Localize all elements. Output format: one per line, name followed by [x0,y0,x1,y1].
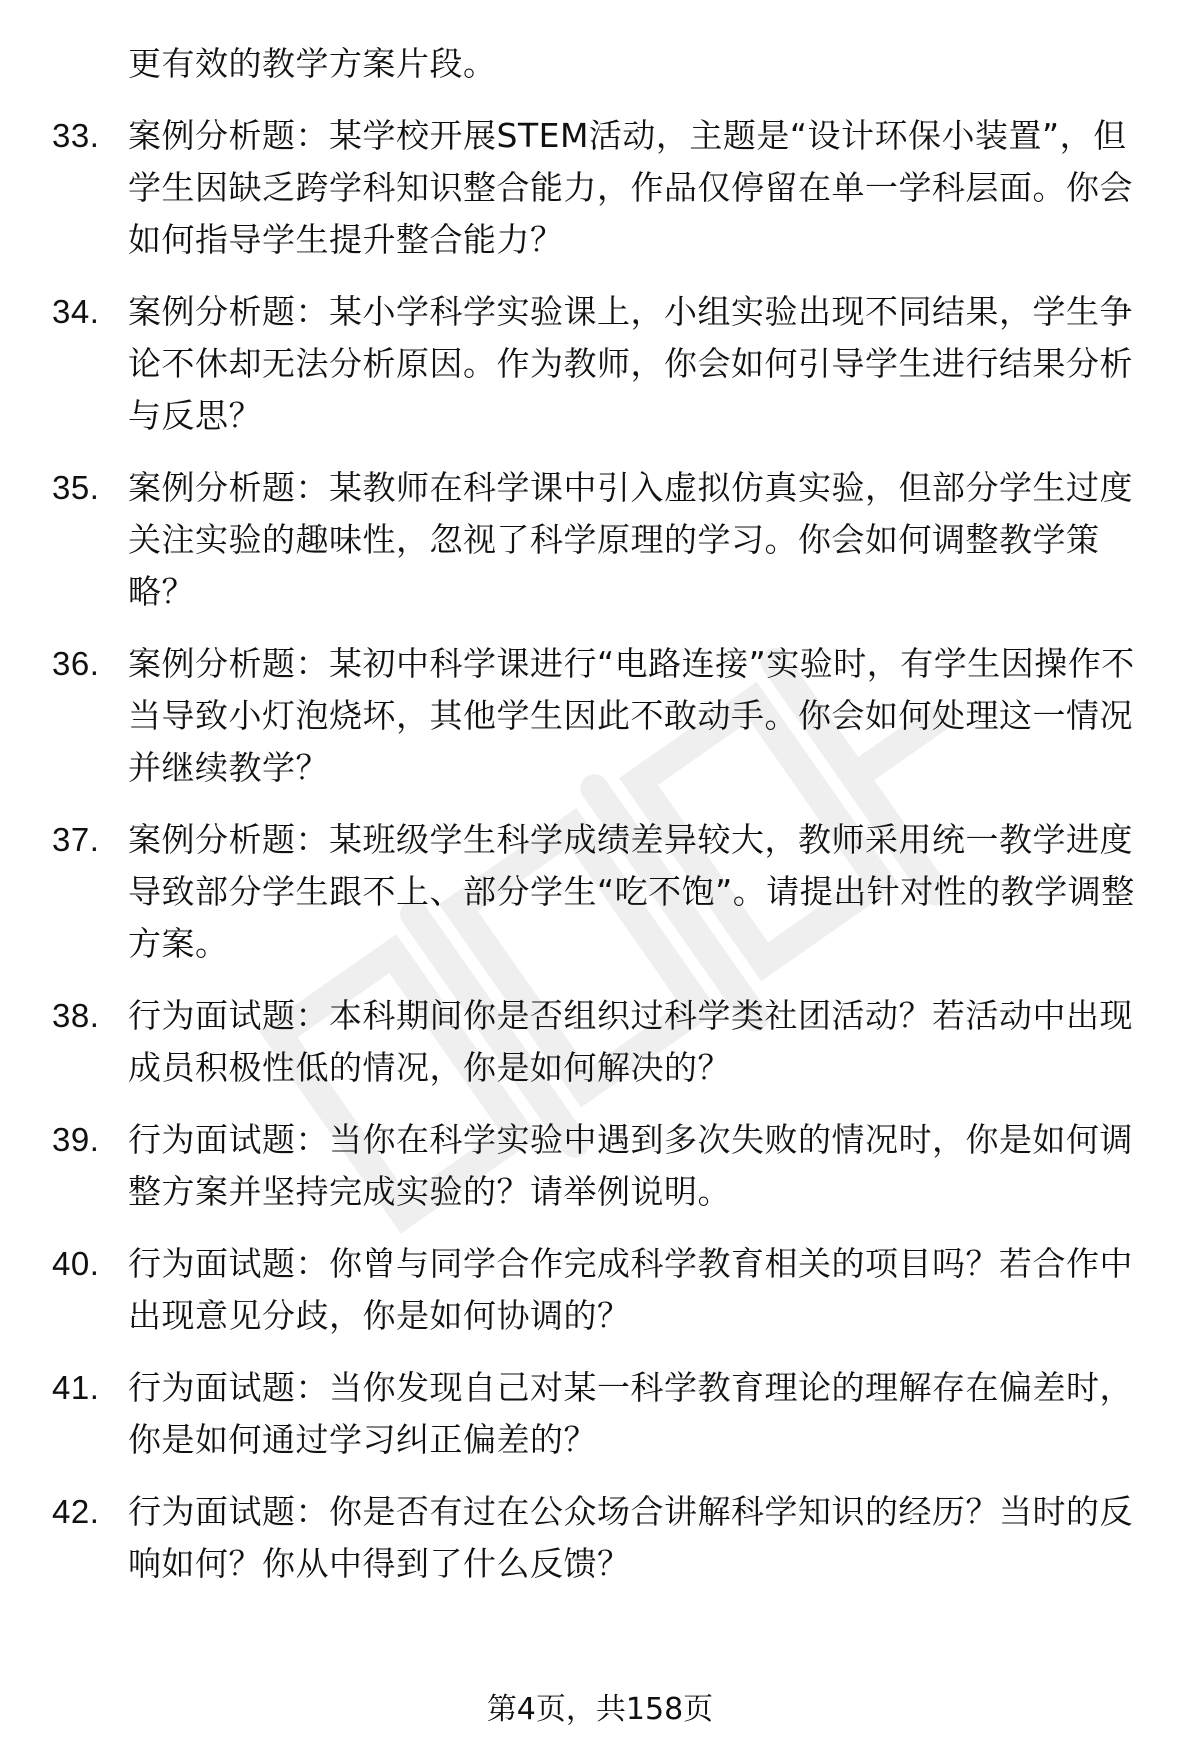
question-text: 案例分析题：某教师在科学课中引入虚拟仿真实验，但部分学生过度关注实验的趣味性，忽视了科学原理的学习。你会如何调整教学策略？ [128,468,1133,611]
question-number: 40. [52,1245,100,1282]
question-number: 38. [52,997,100,1034]
document-content [0,38,1200,1610]
question-item [52,110,1140,266]
question-item [52,638,1140,794]
question-text: 行为面试题：你曾与同学合作完成科学教育相关的项目吗？若合作中出现意见分歧，你是如何协调的？ [128,1244,1133,1335]
question-text: 行为面试题：你是否有过在公众场合讲解科学知识的经历？当时的反响如何？你从中得到了什么反馈？ [128,1492,1133,1583]
question-number: 42. [52,1493,100,1530]
question-item [52,286,1140,442]
question-item [52,1362,1140,1466]
question-text: 案例分析题：某初中科学课进行“电路连接”实验时，有学生因操作不当导致小灯泡烧坏，其他学生因此不敢动手。你会如何处理这一情况并继续教学？ [128,644,1135,787]
question-number: 34. [52,293,100,330]
question-text: 案例分析题：某小学科学实验课上，小组实验出现不同结果，学生争论不休却无法分析原因。作为教师，你会如何引导学生进行结果分析与反思？ [128,292,1133,435]
question-text: 行为面试题：当你在科学实验中遇到多次失败的情况时，你是如何调整方案并坚持完成实验的？请举例说明。 [128,1120,1133,1211]
question-number: 39. [52,1121,100,1158]
question-number: 41. [52,1369,100,1406]
question-number: 37. [52,821,100,858]
question-text: 行为面试题：当你发现自己对某一科学教育理论的理解存在偏差时，你是如何通过学习纠正偏差的？ [128,1368,1133,1459]
question-item [52,1238,1140,1342]
question-list [0,110,1200,1590]
page-number-footer: 第4页，共158页 [486,1692,714,1727]
question-item [52,814,1140,970]
question-item [52,990,1140,1094]
question-text: 案例分析题：某学校开展STEM活动，主题是“设计环保小装置”，但学生因缺乏跨学科知识整合能力，作品仅停留在单一学科层面。你会如何指导学生提升整合能力？ [128,116,1133,259]
question-number: 36. [52,645,100,682]
question-item [52,1486,1140,1590]
continuation-paragraph: 更有效的教学方案片段。 [128,44,497,83]
question-number: 35. [52,469,100,506]
question-number: 33. [52,117,100,154]
question-text: 行为面试题：本科期间你是否组织过科学类社团活动？若活动中出现成员积极性低的情况，你是如何解决的？ [128,996,1133,1087]
question-text: 案例分析题：某班级学生科学成绩差异较大，教师采用统一教学进度导致部分学生跟不上、部分学生“吃不饱”。请提出针对性的教学调整方案。 [128,820,1135,963]
question-item [52,462,1140,618]
question-item [52,1114,1140,1218]
